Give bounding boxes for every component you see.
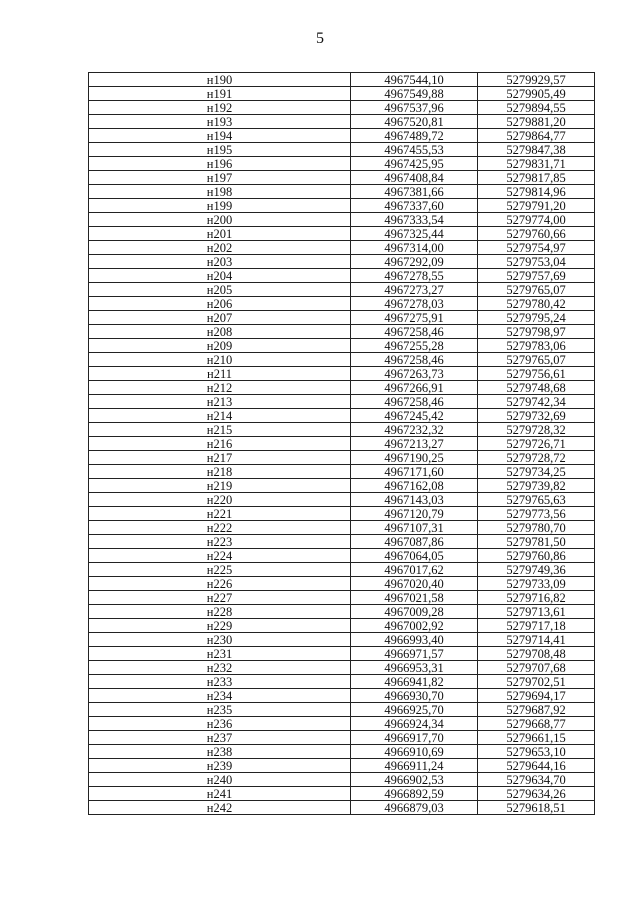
table-row — [89, 325, 595, 339]
y-coordinate-cell: 5279668,77 — [478, 717, 595, 731]
table-row — [89, 241, 595, 255]
x-coordinate-cell: 4966902,53 — [351, 773, 478, 787]
point-id-cell: н237 — [89, 731, 351, 745]
x-coordinate-cell: 4967190,25 — [351, 451, 478, 465]
table-row — [89, 269, 595, 283]
point-id-cell: н202 — [89, 241, 351, 255]
y-coordinate-cell: 5279905,49 — [478, 87, 595, 101]
y-coordinate-cell: 5279791,20 — [478, 199, 595, 213]
table-row — [89, 409, 595, 423]
point-id-cell: н192 — [89, 101, 351, 115]
x-coordinate-cell: 4966911,24 — [351, 759, 478, 773]
y-coordinate-cell: 5279756,61 — [478, 367, 595, 381]
table-row — [89, 675, 595, 689]
y-coordinate-cell: 5279847,38 — [478, 143, 595, 157]
point-id-cell: н235 — [89, 703, 351, 717]
x-coordinate-cell: 4966953,31 — [351, 661, 478, 675]
point-id-cell: н191 — [89, 87, 351, 101]
point-id-cell: н210 — [89, 353, 351, 367]
coordinates-table-body — [89, 73, 595, 815]
table-row — [89, 591, 595, 605]
y-coordinate-cell: 5279708,48 — [478, 647, 595, 661]
table-row — [89, 773, 595, 787]
point-id-cell: н198 — [89, 185, 351, 199]
y-coordinate-cell: 5279754,97 — [478, 241, 595, 255]
y-coordinate-cell: 5279713,61 — [478, 605, 595, 619]
table-row — [89, 255, 595, 269]
point-id-cell: н221 — [89, 507, 351, 521]
table-row — [89, 549, 595, 563]
point-id-cell: н223 — [89, 535, 351, 549]
y-coordinate-cell: 5279780,42 — [478, 297, 595, 311]
y-coordinate-cell: 5279634,26 — [478, 787, 595, 801]
table-row — [89, 423, 595, 437]
y-coordinate-cell: 5279742,34 — [478, 395, 595, 409]
x-coordinate-cell: 4967107,31 — [351, 521, 478, 535]
point-id-cell: н199 — [89, 199, 351, 213]
point-id-cell: н222 — [89, 521, 351, 535]
y-coordinate-cell: 5279644,16 — [478, 759, 595, 773]
y-coordinate-cell: 5279765,07 — [478, 353, 595, 367]
y-coordinate-cell: 5279733,09 — [478, 577, 595, 591]
y-coordinate-cell: 5279728,72 — [478, 451, 595, 465]
point-id-cell: н242 — [89, 801, 351, 815]
y-coordinate-cell: 5279760,66 — [478, 227, 595, 241]
table-row — [89, 353, 595, 367]
y-coordinate-cell: 5279714,41 — [478, 633, 595, 647]
point-id-cell: н206 — [89, 297, 351, 311]
point-id-cell: н201 — [89, 227, 351, 241]
x-coordinate-cell: 4967255,28 — [351, 339, 478, 353]
point-id-cell: н236 — [89, 717, 351, 731]
x-coordinate-cell: 4967275,91 — [351, 311, 478, 325]
point-id-cell: н216 — [89, 437, 351, 451]
table-row — [89, 563, 595, 577]
x-coordinate-cell: 4967171,60 — [351, 465, 478, 479]
table-row — [89, 115, 595, 129]
y-coordinate-cell: 5279765,07 — [478, 283, 595, 297]
point-id-cell: н225 — [89, 563, 351, 577]
x-coordinate-cell: 4967278,55 — [351, 269, 478, 283]
x-coordinate-cell: 4967017,62 — [351, 563, 478, 577]
point-id-cell: н194 — [89, 129, 351, 143]
y-coordinate-cell: 5279753,04 — [478, 255, 595, 269]
point-id-cell: н239 — [89, 759, 351, 773]
table-row — [89, 227, 595, 241]
point-id-cell: н208 — [89, 325, 351, 339]
x-coordinate-cell: 4966993,40 — [351, 633, 478, 647]
y-coordinate-cell: 5279781,50 — [478, 535, 595, 549]
table-row — [89, 339, 595, 353]
point-id-cell: н217 — [89, 451, 351, 465]
point-id-cell: н238 — [89, 745, 351, 759]
table-row — [89, 717, 595, 731]
x-coordinate-cell: 4966879,03 — [351, 801, 478, 815]
table-row — [89, 633, 595, 647]
x-coordinate-cell: 4966930,70 — [351, 689, 478, 703]
point-id-cell: н207 — [89, 311, 351, 325]
y-coordinate-cell: 5279728,32 — [478, 423, 595, 437]
point-id-cell: н240 — [89, 773, 351, 787]
point-id-cell: н229 — [89, 619, 351, 633]
y-coordinate-cell: 5279734,25 — [478, 465, 595, 479]
y-coordinate-cell: 5279748,68 — [478, 381, 595, 395]
x-coordinate-cell: 4966941,82 — [351, 675, 478, 689]
table-row — [89, 297, 595, 311]
x-coordinate-cell: 4967337,60 — [351, 199, 478, 213]
table-row — [89, 101, 595, 115]
x-coordinate-cell: 4966924,34 — [351, 717, 478, 731]
point-id-cell: н219 — [89, 479, 351, 493]
table-row — [89, 577, 595, 591]
table-row — [89, 619, 595, 633]
point-id-cell: н209 — [89, 339, 351, 353]
x-coordinate-cell: 4967278,03 — [351, 297, 478, 311]
point-id-cell: н226 — [89, 577, 351, 591]
y-coordinate-cell: 5279716,82 — [478, 591, 595, 605]
table-row — [89, 171, 595, 185]
table-row — [89, 745, 595, 759]
y-coordinate-cell: 5279783,06 — [478, 339, 595, 353]
x-coordinate-cell: 4967064,05 — [351, 549, 478, 563]
x-coordinate-cell: 4966971,57 — [351, 647, 478, 661]
point-id-cell: н224 — [89, 549, 351, 563]
table-row — [89, 143, 595, 157]
x-coordinate-cell: 4967520,81 — [351, 115, 478, 129]
x-coordinate-cell: 4967333,54 — [351, 213, 478, 227]
table-row — [89, 87, 595, 101]
x-coordinate-cell: 4966925,70 — [351, 703, 478, 717]
point-id-cell: н228 — [89, 605, 351, 619]
table-row — [89, 703, 595, 717]
x-coordinate-cell: 4967263,73 — [351, 367, 478, 381]
y-coordinate-cell: 5279864,77 — [478, 129, 595, 143]
x-coordinate-cell: 4967314,00 — [351, 241, 478, 255]
y-coordinate-cell: 5279881,20 — [478, 115, 595, 129]
table-row — [89, 605, 595, 619]
x-coordinate-cell: 4967266,91 — [351, 381, 478, 395]
y-coordinate-cell: 5279653,10 — [478, 745, 595, 759]
table-row — [89, 283, 595, 297]
table-row — [89, 157, 595, 171]
point-id-cell: н218 — [89, 465, 351, 479]
x-coordinate-cell: 4967245,42 — [351, 409, 478, 423]
x-coordinate-cell: 4967162,08 — [351, 479, 478, 493]
point-id-cell: н211 — [89, 367, 351, 381]
point-id-cell: н203 — [89, 255, 351, 269]
x-coordinate-cell: 4967213,27 — [351, 437, 478, 451]
point-id-cell: н230 — [89, 633, 351, 647]
table-row — [89, 199, 595, 213]
y-coordinate-cell: 5279765,63 — [478, 493, 595, 507]
x-coordinate-cell: 4967544,10 — [351, 73, 478, 87]
y-coordinate-cell: 5279707,68 — [478, 661, 595, 675]
y-coordinate-cell: 5279687,92 — [478, 703, 595, 717]
table-row — [89, 395, 595, 409]
point-id-cell: н193 — [89, 115, 351, 129]
x-coordinate-cell: 4967325,44 — [351, 227, 478, 241]
y-coordinate-cell: 5279726,71 — [478, 437, 595, 451]
y-coordinate-cell: 5279760,86 — [478, 549, 595, 563]
point-id-cell: н231 — [89, 647, 351, 661]
page-number: 5 — [316, 30, 324, 47]
x-coordinate-cell: 4967258,46 — [351, 353, 478, 367]
table-row — [89, 689, 595, 703]
table-row — [89, 661, 595, 675]
point-id-cell: н195 — [89, 143, 351, 157]
table-row — [89, 367, 595, 381]
x-coordinate-cell: 4966917,70 — [351, 731, 478, 745]
table-row — [89, 465, 595, 479]
y-coordinate-cell: 5279634,70 — [478, 773, 595, 787]
x-coordinate-cell: 4967120,79 — [351, 507, 478, 521]
point-id-cell: н220 — [89, 493, 351, 507]
point-id-cell: н204 — [89, 269, 351, 283]
x-coordinate-cell: 4967021,58 — [351, 591, 478, 605]
y-coordinate-cell: 5279894,55 — [478, 101, 595, 115]
table-row — [89, 73, 595, 87]
y-coordinate-cell: 5279929,57 — [478, 73, 595, 87]
y-coordinate-cell: 5279739,82 — [478, 479, 595, 493]
point-id-cell: н205 — [89, 283, 351, 297]
x-coordinate-cell: 4967273,27 — [351, 283, 478, 297]
x-coordinate-cell: 4967408,84 — [351, 171, 478, 185]
y-coordinate-cell: 5279717,18 — [478, 619, 595, 633]
x-coordinate-cell: 4967381,66 — [351, 185, 478, 199]
y-coordinate-cell: 5279618,51 — [478, 801, 595, 815]
x-coordinate-cell: 4967489,72 — [351, 129, 478, 143]
table-row — [89, 731, 595, 745]
y-coordinate-cell: 5279780,70 — [478, 521, 595, 535]
y-coordinate-cell: 5279694,17 — [478, 689, 595, 703]
y-coordinate-cell: 5279795,24 — [478, 311, 595, 325]
table-row — [89, 535, 595, 549]
table-row — [89, 647, 595, 661]
x-coordinate-cell: 4967292,09 — [351, 255, 478, 269]
point-id-cell: н200 — [89, 213, 351, 227]
table-row — [89, 185, 595, 199]
x-coordinate-cell: 4966892,59 — [351, 787, 478, 801]
table-row — [89, 507, 595, 521]
x-coordinate-cell: 4967455,53 — [351, 143, 478, 157]
table-row — [89, 801, 595, 815]
x-coordinate-cell: 4966910,69 — [351, 745, 478, 759]
y-coordinate-cell: 5279732,69 — [478, 409, 595, 423]
x-coordinate-cell: 4967258,46 — [351, 325, 478, 339]
x-coordinate-cell: 4967232,32 — [351, 423, 478, 437]
y-coordinate-cell: 5279831,71 — [478, 157, 595, 171]
point-id-cell: н196 — [89, 157, 351, 171]
x-coordinate-cell: 4967549,88 — [351, 87, 478, 101]
x-coordinate-cell: 4967537,96 — [351, 101, 478, 115]
table-row — [89, 479, 595, 493]
table-row — [89, 129, 595, 143]
x-coordinate-cell: 4967002,92 — [351, 619, 478, 633]
point-id-cell: н232 — [89, 661, 351, 675]
table-row — [89, 787, 595, 801]
table-row — [89, 381, 595, 395]
point-id-cell: н214 — [89, 409, 351, 423]
coordinates-table — [88, 72, 595, 815]
y-coordinate-cell: 5279702,51 — [478, 675, 595, 689]
point-id-cell: н197 — [89, 171, 351, 185]
y-coordinate-cell: 5279814,96 — [478, 185, 595, 199]
y-coordinate-cell: 5279661,15 — [478, 731, 595, 745]
x-coordinate-cell: 4967009,28 — [351, 605, 478, 619]
x-coordinate-cell: 4967020,40 — [351, 577, 478, 591]
y-coordinate-cell: 5279817,85 — [478, 171, 595, 185]
table-row — [89, 213, 595, 227]
table-row — [89, 493, 595, 507]
x-coordinate-cell: 4967087,86 — [351, 535, 478, 549]
table-row — [89, 521, 595, 535]
point-id-cell: н190 — [89, 73, 351, 87]
point-id-cell: н234 — [89, 689, 351, 703]
y-coordinate-cell: 5279774,00 — [478, 213, 595, 227]
y-coordinate-cell: 5279757,69 — [478, 269, 595, 283]
y-coordinate-cell: 5279749,36 — [478, 563, 595, 577]
table-row — [89, 437, 595, 451]
point-id-cell: н241 — [89, 787, 351, 801]
table-row — [89, 451, 595, 465]
point-id-cell: н233 — [89, 675, 351, 689]
point-id-cell: н227 — [89, 591, 351, 605]
point-id-cell: н213 — [89, 395, 351, 409]
x-coordinate-cell: 4967143,03 — [351, 493, 478, 507]
table-row — [89, 759, 595, 773]
x-coordinate-cell: 4967425,95 — [351, 157, 478, 171]
y-coordinate-cell: 5279798,97 — [478, 325, 595, 339]
point-id-cell: н212 — [89, 381, 351, 395]
x-coordinate-cell: 4967258,46 — [351, 395, 478, 409]
y-coordinate-cell: 5279773,56 — [478, 507, 595, 521]
point-id-cell: н215 — [89, 423, 351, 437]
table-row — [89, 311, 595, 325]
